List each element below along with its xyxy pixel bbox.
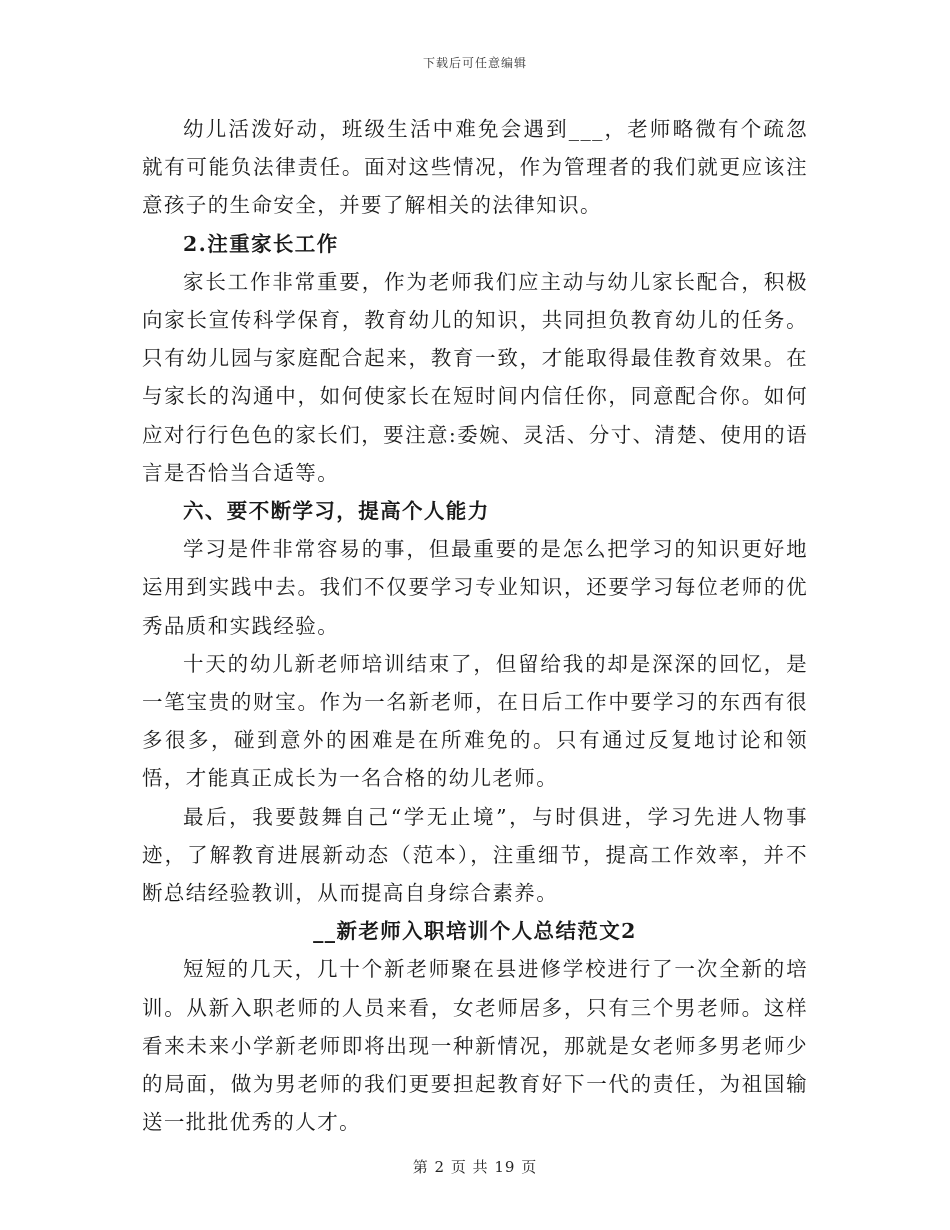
page-number: 第 2 页 共 19 页 (412, 1158, 538, 1176)
header-note: 下载后可任意编辑 (422, 56, 527, 70)
document-body (142, 110, 808, 1141)
paragraph-training-end: 十天的幼儿新老师培训结束了，但留给我的却是深深的回忆，是一笔宝贵的财宝。作为一名新老师，在日后工作中要学习的东西有很多很多，碰到意外的困难是在所难免的。只有通过反复地讨论和领悟，才能真正成长为一名合格的幼儿老师。 (142, 651, 808, 791)
paragraph-conclusion: 最后，我要鼓舞自己“学无止境”，与时俱进，学习先进人物事迹，了解教育进展新动态（范本），注重细节，提高工作效率，并不断总结经验教训，从而提高自身综合素养。 (142, 804, 808, 906)
section-title-2: __新老师入职培训个人总结范文2 (313, 919, 637, 944)
paragraph-learning: 学习是件非常容易的事，但最重要的是怎么把学习的知识更好地运用到实践中去。我们不仅要学习专业知识，还要学习每位老师的优秀品质和实践经验。 (142, 537, 808, 638)
heading-parent-work: 2.注重家长工作 (183, 231, 339, 256)
paragraph-parent-work: 家长工作非常重要，作为老师我们应主动与幼儿家长配合，积极向家长宣传科学保育，教育幼儿的知识，共同担负教育幼儿的任务。只有幼儿园与家庭配合起来，教育一致，才能取得最佳教育效果。在与家长的沟通中，如何使家长在短时间内信任你，同意配合你。如何应对行行色色的家长们，要注意:委婉、灵活、分寸、清楚、使用的语言是否恰当合适等。 (142, 269, 808, 485)
paragraph-summary-2: 短短的几天，几十个新老师聚在县进修学校进行了一次全新的培训。从新入职老师的人员来看，女老师居多，只有三个男老师。这样看来未来小学新老师即将出现一种新情况，那就是女老师多男老师少的局面，做为男老师的我们更要担起教育好下一代的责任，为祖国输送一批批优秀的人才。 (142, 957, 808, 1135)
paragraph-safety: 幼儿活泼好动，班级生活中难免会遇到___，老师略微有个疏忽就有可能负法律责任。面对这些情况，作为管理者的我们就更应该注意孩子的生命安全，并要了解相关的法律知识。 (142, 117, 808, 218)
heading-keep-learning: 六、要不断学习，提高个人能力 (183, 499, 490, 524)
